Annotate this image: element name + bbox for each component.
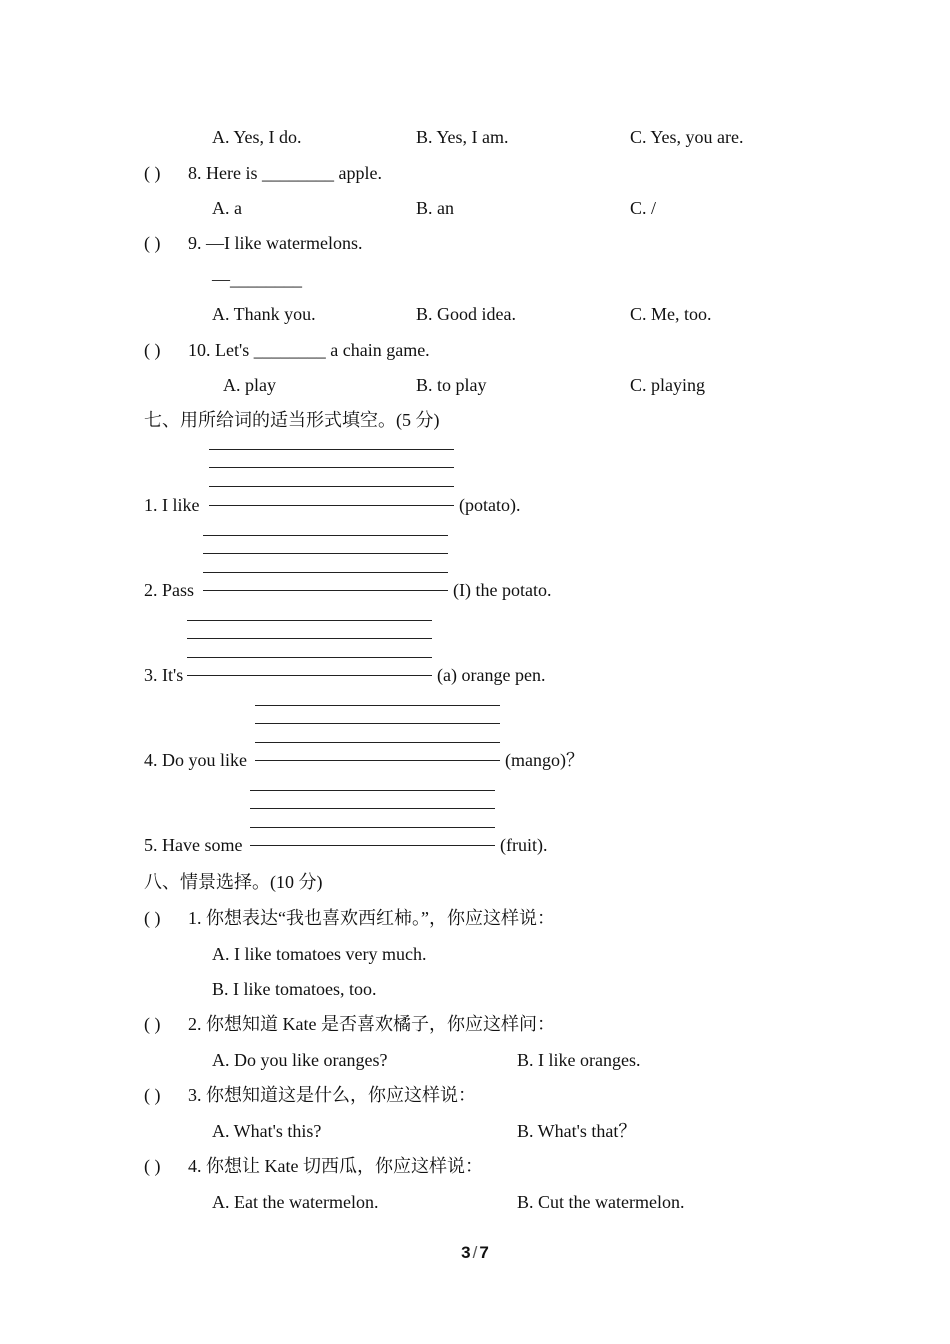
- section7-item4-before: 4. Do you like: [144, 750, 247, 770]
- section7-item1-guide-line: [209, 486, 454, 487]
- q7-option-c: C. Yes, you are.: [630, 127, 744, 147]
- q8-stem: 8. Here is ________ apple.: [188, 163, 382, 183]
- q10-option-b: B. to play: [416, 375, 487, 395]
- q9-option-c: C. Me, too.: [630, 304, 712, 324]
- q8-option-a: A. a: [212, 198, 242, 218]
- q8-option-c: C. /: [630, 198, 657, 218]
- section7-item4-guide-line: [255, 723, 500, 724]
- page-current: 3: [461, 1243, 471, 1262]
- section7-item3-answer-line[interactable]: [187, 675, 432, 676]
- section7-item2-hint: (I) the potato.: [453, 580, 552, 600]
- s8-q4-option-b: B. Cut the watermelon.: [517, 1192, 685, 1212]
- s8-q3-stem: 3. 你想知道这是什么，你应这样说：: [188, 1085, 476, 1105]
- q10-option-a: A. play: [223, 375, 276, 395]
- q9-stem: 9. —I like watermelons.: [188, 233, 363, 253]
- s8-q2-option-a: A. Do you like oranges?: [212, 1050, 388, 1070]
- s8-q3-answer-parens[interactable]: ( ): [144, 1085, 161, 1105]
- section7-item1-hint: (potato).: [459, 495, 521, 515]
- q9-option-a: A. Thank you.: [212, 304, 316, 324]
- section7-item3-hint: (a) orange pen.: [437, 665, 546, 685]
- q8-option-b: B. an: [416, 198, 454, 218]
- q8-answer-parens[interactable]: ( ): [144, 163, 161, 183]
- section7-item2-before: 2. Pass: [144, 580, 195, 600]
- q10-answer-parens[interactable]: ( ): [144, 340, 161, 360]
- section7-item5-guide-line: [250, 790, 495, 791]
- s8-q1-answer-parens[interactable]: ( ): [144, 908, 161, 928]
- q7-option-b: B. Yes, I am.: [416, 127, 509, 147]
- section7-item1-answer-line[interactable]: [209, 505, 454, 506]
- section7-item4-guide-line: [255, 705, 500, 706]
- q9-answer-parens[interactable]: ( ): [144, 233, 161, 253]
- s8-q4-stem: 4. 你想让 Kate 切西瓜，你应这样说：: [188, 1156, 483, 1176]
- section7-item2-guide-line: [203, 535, 448, 536]
- section7-item2-answer-line[interactable]: [203, 590, 448, 591]
- section7-title: 七、用所给词的适当形式填空。(5 分): [144, 410, 440, 430]
- s8-q1-stem: 1. 你想表达“我也喜欢西红柿。”，你应这样说：: [188, 908, 555, 928]
- q7-option-a: A. Yes, I do.: [212, 127, 302, 147]
- section7-item5-hint: (fruit).: [500, 835, 548, 855]
- section7-item4-guide-line: [255, 742, 500, 743]
- q9-option-b: B. Good idea.: [416, 304, 516, 324]
- section8-title: 八、情景选择。(10 分): [144, 872, 323, 892]
- s8-q1-option-a: A. I like tomatoes very much.: [212, 944, 427, 964]
- section7-item3-guide-line: [187, 638, 432, 639]
- section7-item1-guide-line: [209, 449, 454, 450]
- s8-q2-option-b: B. I like oranges.: [517, 1050, 641, 1070]
- page-total: 7: [479, 1243, 489, 1262]
- page-number: [0, 1243, 950, 1263]
- section7-item5-guide-line: [250, 827, 495, 828]
- section7-item4-hint: (mango)？: [505, 750, 584, 770]
- s8-q2-stem: 2. 你想知道 Kate 是否喜欢橘子，你应这样问：: [188, 1014, 555, 1034]
- s8-q4-answer-parens[interactable]: ( ): [144, 1156, 161, 1176]
- section7-item3-guide-line: [187, 620, 432, 621]
- s8-q2-answer-parens[interactable]: ( ): [144, 1014, 161, 1034]
- q9-reply: —________: [212, 269, 302, 289]
- section7-item2-guide-line: [203, 553, 448, 554]
- section7-item3-before: 3. It's: [144, 665, 184, 685]
- s8-q3-option-a: A. What's this?: [212, 1121, 322, 1141]
- section7-item1-before: 1. I like: [144, 495, 200, 515]
- section7-item2-guide-line: [203, 572, 448, 573]
- section7-item4-answer-line[interactable]: [255, 760, 500, 761]
- section7-item3-guide-line: [187, 657, 432, 658]
- q10-option-c: C. playing: [630, 375, 705, 395]
- section7-item5-guide-line: [250, 808, 495, 809]
- section7-item5-before: 5. Have some: [144, 835, 243, 855]
- q10-stem: 10. Let's ________ a chain game.: [188, 340, 430, 360]
- s8-q1-option-b: B. I like tomatoes, too.: [212, 979, 377, 999]
- s8-q3-option-b: B. What's that？: [517, 1121, 637, 1141]
- page-separator: /: [472, 1243, 478, 1262]
- s8-q4-option-a: A. Eat the watermelon.: [212, 1192, 379, 1212]
- section7-item5-answer-line[interactable]: [250, 845, 495, 846]
- section7-item1-guide-line: [209, 467, 454, 468]
